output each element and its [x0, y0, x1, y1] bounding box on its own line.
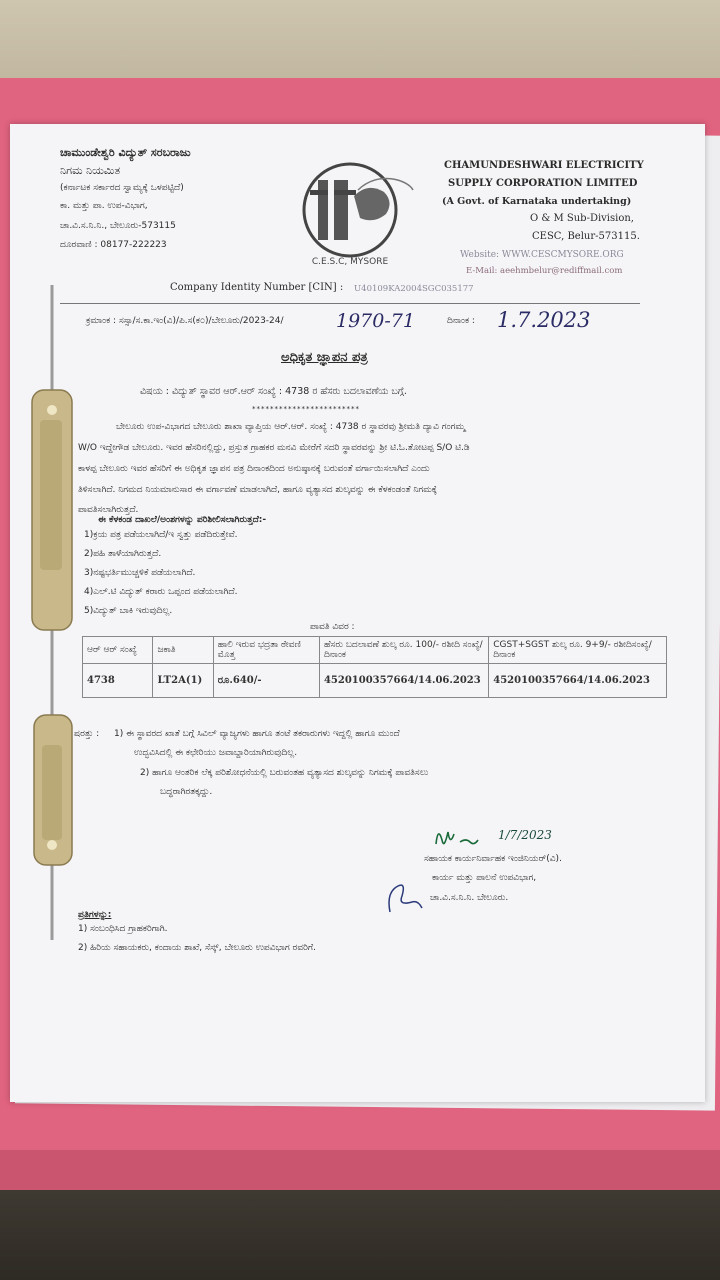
body-line-4: ತಿಳಿಸಲಾಗಿದೆ. ನಿಗಮದ ನಿಯಮಾನುಸಾರ ಈ ವರ್ಗಾವಣೆ ಮಾಡಲಾಗಿದೆ, ಹಾಗೂ ವ್ಯತ್ಯಾಸದ ಶುಲ್ಕವನ್ನು ಈ ಕೆಳಕಂಡಂತೆ ನಿಗಮಕ್ಕೆ — [78, 485, 438, 495]
condition-1-line1: 1) ಈ ಸ್ಥಾವರದ ಖಾತೆ ಬಗ್ಗೆ ಸಿವಿಲ್ ವ್ಯಾಜ್ಯಗಳು ಹಾಗೂ ತಂಟೆ ತಕರಾರುಗಳು ಇದ್ದಲ್ಲಿ ಹಾಗೂ ಮುಂದೆ — [114, 729, 400, 739]
document-item-5: 5)ವಿದ್ಯುತ್ ಬಾಕಿ ಇರುವುದಿಲ್ಲ. — [84, 606, 173, 616]
table-cell-rr-number: 4738 — [83, 664, 153, 698]
table-header-cell: ಆರ್ ಆರ್ ಸಂಖ್ಯೆ — [83, 637, 153, 664]
signature-date-handwritten: 1/7/2023 — [498, 828, 552, 842]
table-cell-tariff: LT2A(1) — [153, 664, 213, 698]
body-line-5: ಪಾವತಿಸಲಾಗಿರುತ್ತದೆ. — [78, 505, 139, 515]
en-org-name-line1: CHAMUNDESHWARI ELECTRICITY — [444, 160, 644, 171]
en-org-subdivision: O & M Sub-Division, — [530, 213, 634, 224]
copy-recipient-1: 1) ಸಂಬಂಧಿಸಿದ ಗ್ರಾಹಕರಿಗಾಗಿ. — [78, 924, 168, 934]
table-header-cell: ಹಾಲಿ ಇರುವ ಭದ್ರತಾ ಠೇವಣಿ ಮೊತ್ತ — [213, 637, 319, 664]
second-signature-mark — [380, 872, 430, 920]
signatory-designation: ಸಹಾಯಕ ಕಾರ್ಯನಿರ್ವಾಹಕ ಇಂಜಿನಿಯರ್(ವಿ). — [424, 854, 562, 864]
documents-intro: ಈ ಕೆಳಕಂಡ ದಾಖಲೆ/ಅಂಶಗಳನ್ನು ಪರಿಶೀಲಿಸಲಾಗಿರುತ್ತದೆ:- — [98, 515, 267, 525]
conditions-label: ಷರತ್ತು : — [74, 729, 100, 739]
en-org-name-line2: SUPPLY CORPORATION LIMITED — [448, 178, 638, 189]
body-line-2: W/O ಇದ್ದೇಗೌಡ ಬೇಲೂರು. ಇವರ ಹೆಸರಿನಲ್ಲಿದ್ದು, ಪ್ರಸ್ತುತ ಗ್ರಾಹಕರ ಮನವಿ ಮೇರೆಗೆ ಸದರಿ ಸ್ಥಾವರವನ್ನು ಶ್ರೀ ಟಿ.ಓ.ತೋಟಪ್ಪ S/O ಟಿ.ಡಿ — [78, 443, 470, 453]
separator-stars: ************************ — [252, 405, 360, 413]
website-link[interactable]: Website: WWW.CESCMYSORE.ORG — [460, 250, 624, 260]
date-handwritten: 1.7.2023 — [497, 308, 591, 332]
table-cell-receipt-gst: 4520100357664/14.06.2023 — [489, 664, 667, 698]
payment-caption: ಪಾವತಿ ವಿವರ : — [310, 622, 355, 632]
table-header-cell: ಹೆಸರು ಬದಲಾವಣೆ ಶುಲ್ಕ ರೂ. 100/- ರಶೀದಿ ಸಂಖ್ಯೆ/ದಿನಾಂಕ — [319, 637, 488, 664]
file-fastener-clip — [30, 285, 80, 940]
email-link[interactable]: E-Mail: aeehmbelur@rediffmail.com — [466, 266, 623, 276]
header-divider — [60, 303, 640, 304]
copies-label: ಪ್ರತಿಗಳನ್ನು: — [78, 910, 112, 920]
signatory-office: ಕಾರ್ಯ ಮತ್ತು ಪಾಲನೆ ಉಪವಿಭಾಗ, — [432, 873, 537, 883]
table-header-cell: CGST+SGST ಶುಲ್ಕ ರೂ. 9+9/- ರಶೀದಿಸಂಖ್ಯೆ/ದಿನಾಂಕ — [489, 637, 667, 664]
kn-org-name-line3: (ಕರ್ನಾಟಕ ಸರ್ಕಾರದ ಸ್ವಾಮ್ಯಕ್ಕೆ ಒಳಪಟ್ಟಿದೆ) — [60, 183, 184, 193]
cin-label: Company Identity Number [CIN] : — [170, 282, 344, 293]
cesc-logo — [288, 160, 438, 268]
reference-number-handwritten: 1970-71 — [336, 310, 415, 332]
copy-recipient-2: 2) ಹಿರಿಯ ಸಹಾಯಕರು, ಕಂದಾಯ ಶಾಖೆ, ಸೆಸ್ಕ್, ಬೇಲೂರು ಉಪವಿಭಾಗ ರವರಿಗೆ. — [78, 943, 316, 953]
en-org-address: CESC, Belur-573115. — [532, 231, 640, 242]
table-header-row — [83, 637, 667, 664]
subject-line: ವಿಷಯ : ವಿದ್ಯುತ್ ಸ್ಥಾವರ ಆರ್.ಆರ್ ಸಂಖ್ಯೆ : 4738 ರ ಹೆಸರು ಬದಲಾವಣೆಯ ಬಗ್ಗೆ. — [140, 386, 407, 397]
logo-caption: C.E.S.C, MYSORE — [311, 257, 389, 267]
table-cell-receipt-fee: 4520100357664/14.06.2023 — [319, 664, 488, 698]
cin-value: U40109KA2004SGC035177 — [354, 284, 474, 294]
table-cell-deposit: ರೂ.640/- — [213, 664, 319, 698]
date-label: ದಿನಾಂಕ : — [447, 316, 475, 326]
payment-table — [82, 636, 667, 698]
table-header-cell: ಜಕಾತಿ — [153, 637, 213, 664]
table-row — [83, 664, 667, 698]
document-item-2: 2)ಪಹಿ ತಾಳೆಯಾಗಿರುತ್ತದೆ. — [84, 549, 162, 559]
kn-org-name-line2: ನಿಗಮ ನಿಯಮಿತ — [60, 164, 121, 177]
body-line-1: ಬೇಲೂರು ಉಪ-ವಿಭಾಗದ ಬೇಲೂರು ಶಾಖಾ ವ್ಯಾಪ್ತಿಯ ಆರ್.ಆರ್. ಸಂಖ್ಯೆ : 4738 ರ ಸ್ಥಾವರವು ಶ್ರೀಮತಿ ದ್ಯಾವಿ ಗಂಗಮ್ಮ — [116, 422, 466, 432]
kn-org-name-line4: ಕಾ. ಮತ್ತು ಪಾ. ಉಪ-ವಿಭಾಗ, — [60, 201, 148, 211]
document-item-1: 1)ಕ್ರಯ ಪತ್ರ ಪಡೆಯಲಾಗಿದೆ/ಇ ಸ್ವತ್ತು ಪಡೆದಿರುತ್ತೇವೆ. — [84, 530, 238, 540]
signatory-location: ಚಾ.ವಿ.ಸ.ನಿ.ನಿ. ಬೇಲೂರು. — [430, 893, 509, 903]
body-line-3: ಕಾಳಪ್ಪ ಬೇಲೂರು ಇವರ ಹೆಸರಿಗೆ ಈ ಅಧಿಕೃತ ಜ್ಞಾಪನ ಪತ್ರ ದಿನಾಂಕದಿಂದ ಅನುಷ್ಠಾನಕ್ಕೆ ಬರುವಂತೆ ವರ್ಗಾಯಿಸಲಾಗಿದೆ ಎಂದು — [78, 464, 430, 474]
reference-number-label: ಕ್ರಮಾಂಕ : ಸಸ್ಸಾ/ಸ.ಕಾ.ಇಂ(ವಿ)/ಪಿ.ಸ(ಕ೦)/ಬೇಲೂರು/2023-24/ — [86, 316, 284, 326]
en-org-name-line3: (A Govt. of Karnataka undertaking) — [442, 196, 632, 207]
condition-2-line2: ಬದ್ಧರಾಗಿರತಕ್ಕದ್ದು. — [160, 787, 213, 797]
document-title: ಅಧಿಕೃತ ಜ್ಞಾಪನ ಪತ್ರ — [281, 350, 368, 365]
kn-org-name-line1: ಚಾಮುಂಡೇಶ್ವರಿ ವಿದ್ಯುತ್ ಸರಬರಾಜು — [60, 146, 191, 159]
condition-2-line1: 2) ಹಾಗೂ ಆಂತರಿಕ ಲೆಕ್ಕ ಪರಿಶೋಧನೆಯಲ್ಲಿ ಬರುವಂತಹ ವ್ಯತ್ಯಾಸದ ಶುಲ್ಕವನ್ನು ನಿಗಮಕ್ಕೆ ಪಾವತಿಸಲು — [140, 768, 429, 778]
document-item-3: 3)ನಷ್ಟಭರ್ತಿಮುಚ್ಚಳಿಕೆ ಪಡೆಯಲಾಗಿದೆ. — [84, 568, 196, 578]
kn-org-phone: ದೂರವಾಣಿ : 08177-222223 — [60, 240, 167, 250]
folder-edge — [0, 1150, 720, 1190]
document-item-4: 4)ಎಲ್.ಟಿ ವಿದ್ಯುತ್ ಕರಾರು ಒಪ್ಪಂದ ಪಡೆಯಲಾಗಿದೆ. — [84, 587, 238, 597]
condition-1-line2: ಉದ್ಭವಿಸಿದಲ್ಲಿ ಈ ಕಛೇರಿಯು ಜವಾಬ್ದಾರಿಯಾಗಿರುವುದಿಲ್ಲ. — [134, 748, 298, 758]
kn-org-address: ಚಾ.ವಿ.ಸ.ನಿ.ನಿ., ಬೇಲೂರು-573115 — [60, 221, 176, 231]
